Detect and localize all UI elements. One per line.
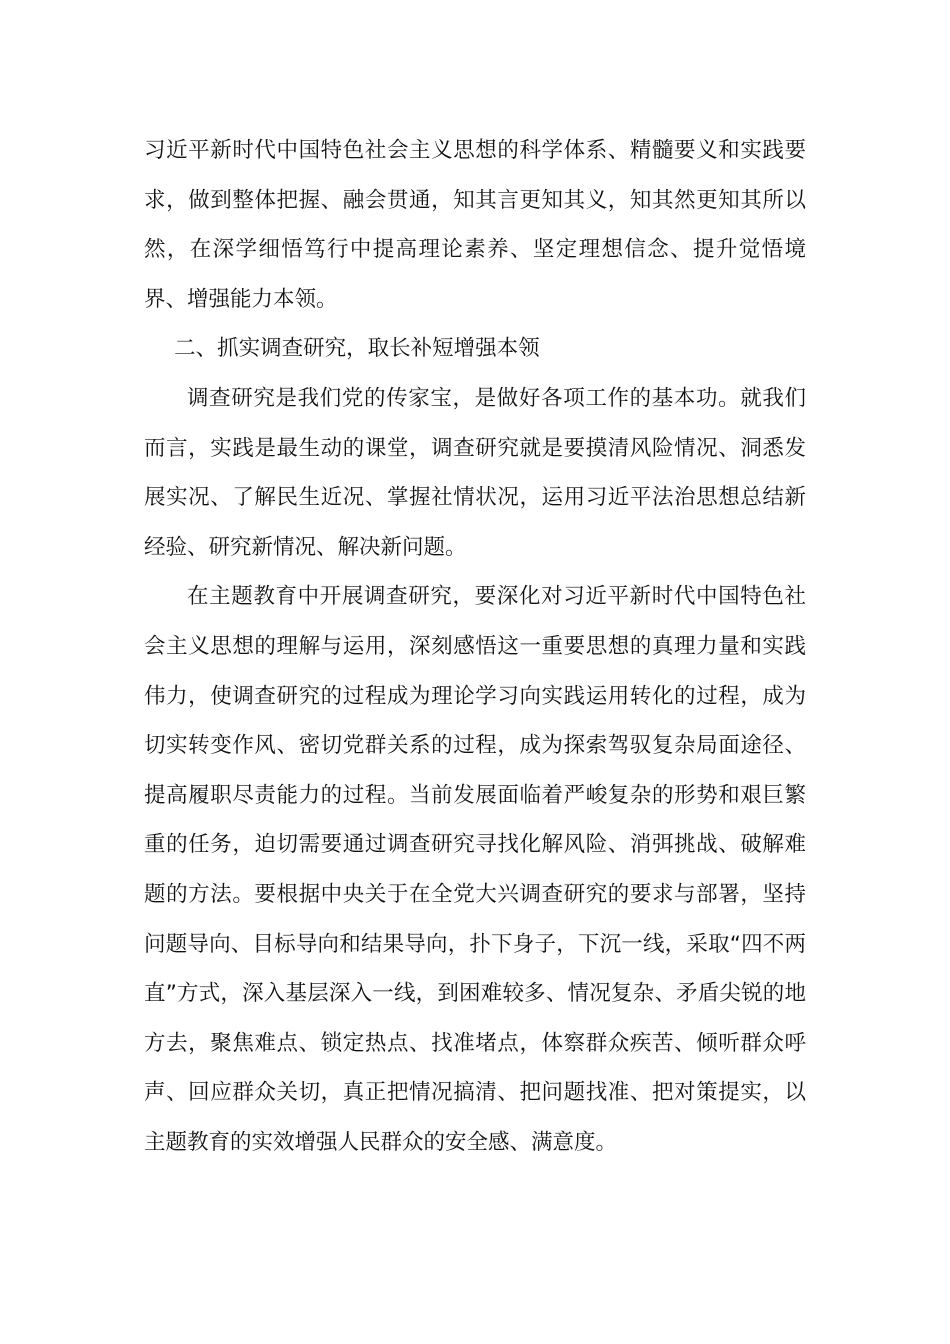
- document-page: [144, 126, 806, 1167]
- paragraph-continued: 习近平新时代中国特色社会主义思想的科学体系、精髓要义和实践要求，做到整体把握、融会贯通，知其言更知其义，知其然更知其所以然，在深学细悟笃行中提高理论素养、坚定理想信念、提升觉悟境界、增强能力本领。: [144, 138, 806, 312]
- paragraph-theme-education: 在主题教育中开展调查研究，要深化对习近平新时代中国特色社会主义思想的理解与运用，深刻感悟这一重要思想的真理力量和实践伟力，使调查研究的过程成为理论学习向实践运用转化的过程，成为切实转变作风、密切党群关系的过程，成为探索驾驭复杂局面途径、提高履职尽责能力的过程。当前发展面临着严峻复杂的形势和艰巨繁重的任务，迫切需要通过调查研究寻找化解风险、消弭挑战、破解难题的方法。要根据中央关于在全党大兴调查研究的要求与部署，坚持问题导向、目标导向和结果导向，扑下身子，下沉一线，采取“四不两直”方式，深入基层深入一线，到困难较多、情况复杂、矛盾尖锐的地方去，聚焦难点、锁定热点、找准堵点，体察群众疾苦、倾听群众呼声、回应群众关切，真正把情况搞清、把问题找准、把对策提实，以主题教育的实效增强人民群众的安全感、满意度。: [144, 584, 806, 1155]
- paragraph-investigation: 调查研究是我们党的传家宝，是做好各项工作的基本功。就我们而言，实践是最生动的课堂，调查研究就是要摸清风险情况、洞悉发展实况、了解民生近况、掌握社情状况，运用习近平法治思想总结新经验、研究新情况、解决新问题。: [144, 385, 806, 560]
- section-heading: 二、抓实调查研究，取长补短增强本领: [174, 336, 540, 362]
